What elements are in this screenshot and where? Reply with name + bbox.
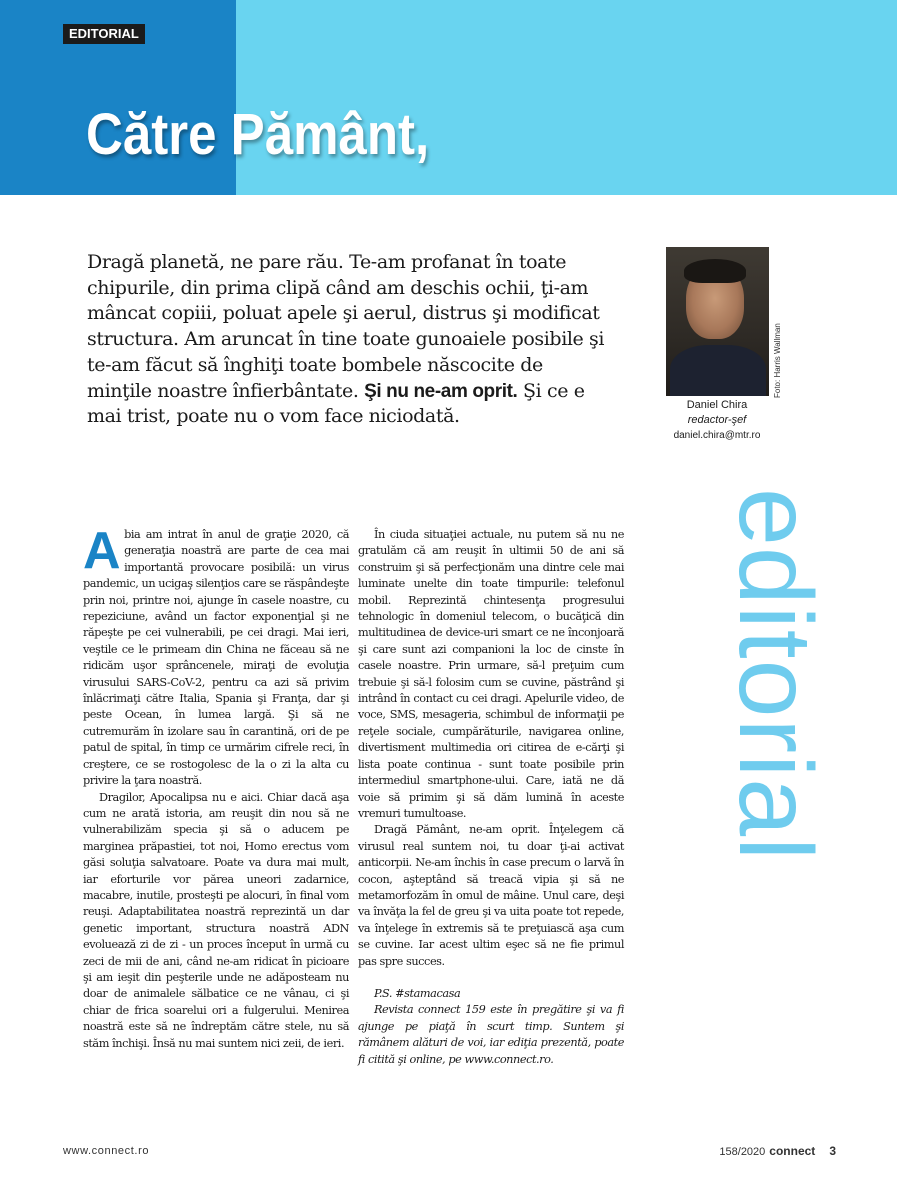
paragraph: Dragă Pământ, ne-am oprit. Înţelegem că virusul real suntem noi, tu doar ţi-ai activat anticorpii. Ne-am închis în case precum o larvă în cocon, aşteptând să treacă vipia şi să ne metamorfozăm în omul de mâine. Unul care, deşi va învăţa la fel de greu şi va uita poate tot repede, va înţelege în extremis să te preţuiască aşa cum se cuvine. Iar acest ultim eşec să ne fie primul pas spre succes. — [358, 823, 624, 968]
lead-text-start: Dragă planetă, ne pare rău. Te-am profanat în toate chipurile, din prima clipă când am deschis ochii, ţi-am mâncat copiii, poluat apele şi aerul, distrus şi modificat structura. Am aruncat în tine toate gunoaiele posibile şi te-am făcut să înghiţi toate bombele născocite de minţile noastre înfierbântate. — [87, 251, 605, 402]
author-email[interactable]: daniel.chira@mtr.ro — [673, 430, 761, 441]
author-photo — [666, 247, 769, 396]
lead-paragraph — [87, 250, 607, 430]
author-name: Daniel Chira — [686, 399, 748, 411]
footer-issue: 158/2020 — [719, 1146, 766, 1158]
page-title: Către Pământ, — [86, 102, 430, 167]
paragraph-text: bia am intrat în anul de graţie 2020, că generaţia noastră are parte de cea mai importantă provocare posibilă: un virus pandemic, un ucigaş silenţios care se răspândeşte prin noi, printre noi, ajunge în casele noastre, cu repeziciune, având un factor exponenţial şi ne răpeşte pe cei vulnerabili, pe cei dragi. Mai ieri, veştile ce le primeam din China ne făceau să ne ridicăm uşor sprâncenele, miraţi de evoluţia virusului SARS-CoV-2, pentru ca azi să privim înlăcrimaţi către Italia, Spania şi Franţa, dar şi peste Ocean, în lumea largă. Şi să ne cutremurăm în izolare sau în carantină, ori de pe patul de spital, în timp ce urmărim cifrele reci, în creştere, ce se rostogolesc de la o zi la alta cu privire la ţara noastră. — [83, 528, 349, 788]
drop-cap: A — [83, 522, 121, 580]
footer-website[interactable]: www.connect.ro — [63, 1145, 150, 1157]
article-column-2 — [358, 527, 624, 1068]
footer-brand: connect — [769, 1144, 816, 1158]
lead-emphasis: Şi nu ne-am oprit. — [364, 380, 518, 402]
paragraph: În ciuda situaţiei actuale, nu putem să nu ne gratulăm că am reuşit în ultimii 50 de ani să construim şi să perfecţionăm una dintre cele mai luminate unelte din toate timpurile: telefonul mobil. Reprezintă chintesenţa progresului tehnologic în domeniul telecom, o bucăţică din multitudinea de device-uri smart ce ne înconjoară şi care sunt azi companioni la loc de cinste în casele noastre. Prin urmare, să-l preţuim cum trebuie şi să-l folosim cum se cuvine, păstrând şi intrând în contact cu cei dragi. Apelurile video, de voce, SMS, mesageria, schimbul de informaţii pe reţele sociale, cumpărăturile, navigarea online, divertisment multimedia ori citirea de e-cărţi şi lista poate continua - sunt toate posibile prin intermediul smartphone-ului. Care, iată ne dă voie să primim şi să dăm lumină în aceste vremuri tumultoase. — [358, 528, 624, 820]
author-byline — [651, 398, 783, 443]
page-number: 3 — [829, 1144, 836, 1158]
article-column-1 — [83, 522, 349, 1052]
side-section-word: editorial — [717, 488, 833, 862]
photo-credit: Foto: Harris Wallman — [773, 323, 782, 398]
footer-issue-info — [719, 1144, 836, 1158]
postscript-text: Revista connect 159 este în pregătire şi va fi ajunge pe piaţă în scurt timp. Suntem şi rămânem alături de voi, iar ediţia prezentă, poate fi citită şi online, pe www.connect.ro. — [358, 1003, 624, 1066]
author-role: redactor-şef — [687, 414, 747, 426]
section-tag: EDITORIAL — [63, 24, 145, 44]
postscript-label: P.S. #stamacasa — [374, 986, 461, 1000]
paragraph: Dragilor, Apocalipsa nu e aici. Chiar dacă aşa cum ne arată istoria, am reuşit din nou să ne vulnerabilizăm specia şi să o aducem pe marginea prăpastiei, tot noi, Homo erectus vom găsi soluţia salvatoare. Poate va dura mai mult, iar eforturile vor părea uneori zadarnice, macabre, inutile, prosteşti pe alocuri, în final vom reuşi. Adaptabilitatea noastră reprezintă un dar genetic important, structura noastră ADN evoluează zi de zi - un proces început în urmă cu zeci de mii de ani, când ne-am ridicat în picioare şi am ieşit din peşterile unde ne adăposteam nu doar de animalele sălbatice ce ne vânau, ci şi chiar de frica soarelui ori a fulgerului. Menirea noastră este să ne îndreptăm către stele, nu să stăm închişi. Însă nu mai suntem nici zeii, de ieri. — [83, 790, 349, 1050]
photo-shoulders — [670, 345, 766, 396]
photo-hair — [684, 259, 746, 283]
paragraph — [83, 522, 349, 790]
lead-text-end: Şi ce e mai trist, poate nu o vom face niciodată. — [87, 379, 585, 428]
